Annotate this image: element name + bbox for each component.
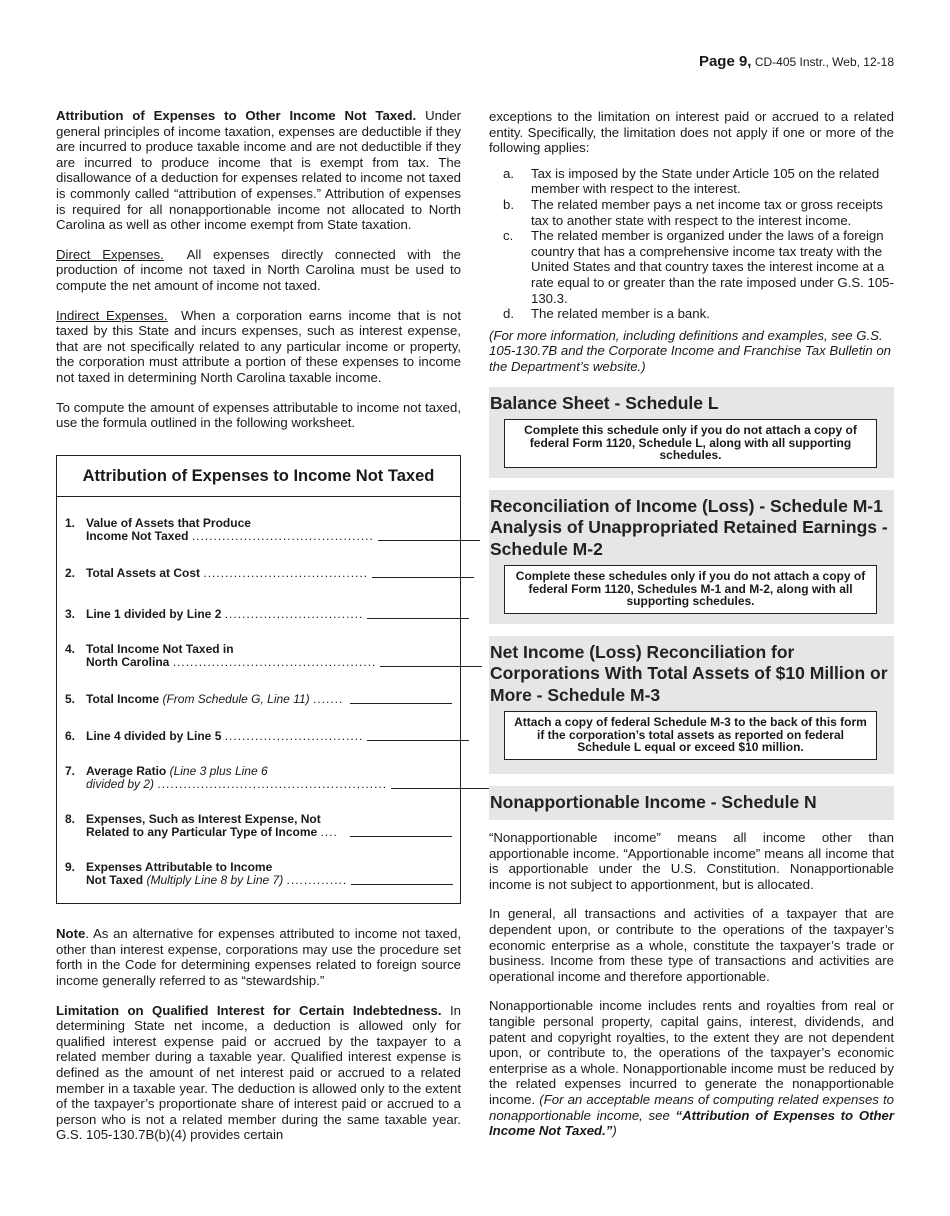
attribution-heading: Attribution of Expenses to Other Income Not Taxed. [56,108,417,123]
line-6-input[interactable] [367,739,469,741]
schedule-m1-m2-section [489,490,894,624]
schedule-n-section [489,786,894,821]
line-1-input[interactable] [378,539,480,541]
schedule-m1-m2-title: Reconciliation of Income (Loss) - Schedule M-1 Analysis of Unappropriated Retained Earnings - Schedule M-2 [490,495,888,559]
document-id: CD-405 Instr., Web, 12-18 [754,55,894,69]
line-5-input[interactable] [350,702,452,704]
page-number: Page 9, [698,53,752,70]
worksheet-line-4: 4. Total Income Not Taxed in North Carolina ............................................... [65,643,452,669]
worksheet-line-6: 6. Line 4 divided by Line 5 ................................ [65,730,452,743]
attribution-paragraph: Attribution of Expenses to Other Income Not Taxed. Under general principles of income taxation, expenses are deductible if they are incurred to produce taxable income and are not deductible if they are incurred to produce income that is exempt from tax. The disallowance of a deduction for expenses related to income not taxed is commonly called “attribution of expenses.” Attribution of expenses is required for all nonapportionable income not allocated to North Carolina as well as other income exempt from State taxation. [56,108,461,233]
direct-expenses-label: Direct Expenses. [56,246,164,262]
indirect-expenses-paragraph: Indirect Expenses. When a corporation earns income that is not taxed by this State and incurs expenses, such as interest expense, that are not specifically related to any particular income or property, the corporation must attribute a portion of these expenses to income not taxed in determining North Carolina taxable income. [56,307,461,385]
nonapportionable-paragraph-1: “Nonapportionable income” means all income other than apportionable income. “Apportionable income” means all income that is apportionable under the U.S. Constitution. Nonapportionable income is not subject to apportionment, but is allocated. [489,830,894,892]
list-item: d. The related member is a bank. [503,306,710,322]
line-3-input[interactable] [367,617,469,619]
list-item: b. The related member pays a net income tax or gross receipts tax to another state with respect to the interest income. [503,196,883,228]
line-9-input[interactable] [351,883,453,885]
worksheet-line-7: 7. Average Ratio (Line 3 plus Line 6 divided by 2) ..................................................... [65,765,452,791]
indirect-expenses-label: Indirect Expenses. [56,307,168,323]
worksheet-title: Attribution of Expenses to Income Not Taxed [57,456,460,498]
schedule-m3-section [489,636,894,774]
note-label: Note [56,926,86,942]
list-item: c. The related member is organized under the laws of a foreign country that has a comprehensive income tax treaty with the United States and that country taxes the interest income at a rate equal to or greater than the rate imposed under G.S. 105-130.3. [503,228,894,306]
schedule-l-title: Balance Sheet - Schedule L [490,392,719,413]
line-7-input[interactable] [391,787,493,789]
line-2-input[interactable] [372,576,474,578]
more-info-paragraph: (For more information, including definitions and examples, see G.S. 105-130.7B and the Corporate Income and Franchise Tax Bulletin on the Department’s website.) [489,327,891,374]
schedule-l-section [489,387,894,478]
worksheet [56,455,461,905]
exceptions-list [489,166,894,322]
right-column [489,109,894,1153]
exceptions-paragraph: exceptions to the limitation on interest paid or accrued to a related entity. Specifically, the limitation does not apply if one or more of the following applies: [489,109,894,156]
worksheet-line-2: 2. Total Assets at Cost ...................................... [65,567,452,580]
worksheet-lines [57,497,460,903]
compute-paragraph: To compute the amount of expenses attributable to income not taxed, use the formula outlined in the following worksheet. [56,399,461,431]
note-paragraph: Note. As an alternative for expenses attributed to income not taxed, other than interest expense, corporations may use the procedure set forth in the Code for determining expenses related to foreign source income generally referred to as “stewardship.” [56,926,461,989]
schedule-n-title: Nonapportionable Income - Schedule N [490,791,817,812]
worksheet-line-3: 3. Line 1 divided by Line 2 ................................ [65,608,452,621]
worksheet-line-1: 1. Value of Assets that Produce Income Not Taxed .......................................... [65,517,452,543]
page-header [699,53,894,70]
line-8-input[interactable] [350,835,452,837]
direct-expenses-paragraph: Direct Expenses. All expenses directly connected with the production of income not taxed in North Carolina must be used to compute the net amount of income not taxed. [56,246,462,293]
schedule-l-note-box: Complete this schedule only if you do not attach a copy of federal Form 1120, Schedule L, along with all supporting schedules. [504,419,877,468]
worksheet-line-8: 8. Expenses, Such as Interest Expense, Not Related to any Particular Type of Income .... [65,813,452,839]
line-4-input[interactable] [380,665,482,667]
left-column [56,108,461,1157]
worksheet-line-9: 9. Expenses Attributable to Income Not Taxed (Multiply Line 8 by Line 7) .............. [65,861,452,887]
limitation-heading: Limitation on Qualified Interest for Certain Indebtedness. [56,1002,442,1018]
list-item: a. Tax is imposed by the State under Article 105 on the related member with respect to the interest. [503,165,880,197]
limitation-paragraph: Limitation on Qualified Interest for Certain Indebtedness. In determining State net income, a deduction is allowed only for qualified interest expense paid or accrued by the taxpayer to a related member during a taxable year. Qualified interest expense is defined as the amount of net interest paid or accrued to a related member in a taxable year. The deduction is allowed only to the extent of the taxpayer’s proportionate share of interest paid or accrued to a person who is not a related member during the same taxable year. G.S. 105-130.7B(b)(4) provides certain [56,1002,461,1143]
worksheet-line-5: 5. Total Income (From Schedule G, Line 11) ....... [65,693,452,706]
schedule-m1-m2-note-box: Complete these schedules only if you do not attach a copy of federal Form 1120, Schedules M-1 and M-2, along with all supporting schedules. [504,565,877,614]
nonapportionable-paragraph-3: Nonapportionable income includes rents and royalties from real or tangible personal property, capital gains, interest, dividends, and patent and copyright royalties, to the extent they are not dependent upon, or contribute to, the operations of the taxpayer’s economic enterprise as a whole. Nonapportionable income must be reduced by the related expenses incurred to generate the nonapportionable income. (For an acceptable means of computing related expenses to nonapportionable income, see “Attribution of Expenses to Other Income Not Taxed.”) [489,998,894,1139]
schedule-m3-title: Net Income (Loss) Reconciliation for Corporations With Total Assets of $10 Million or More - Schedule M-3 [490,641,888,705]
nonapportionable-paragraph-2: In general, all transactions and activities of a taxpayer that are dependent upon, or contribute to the operations of the taxpayer’s economic enterprise as a whole, constitute the taxpayer’s trade or business. Income from these type of transactions and activities are operational income and therefore apportionable. [489,906,894,984]
schedule-m3-note-box: Attach a copy of federal Schedule M-3 to the back of this form if the corporation’s total assets as reported on federal Schedule L equal or exceed $10 million. [504,711,877,760]
